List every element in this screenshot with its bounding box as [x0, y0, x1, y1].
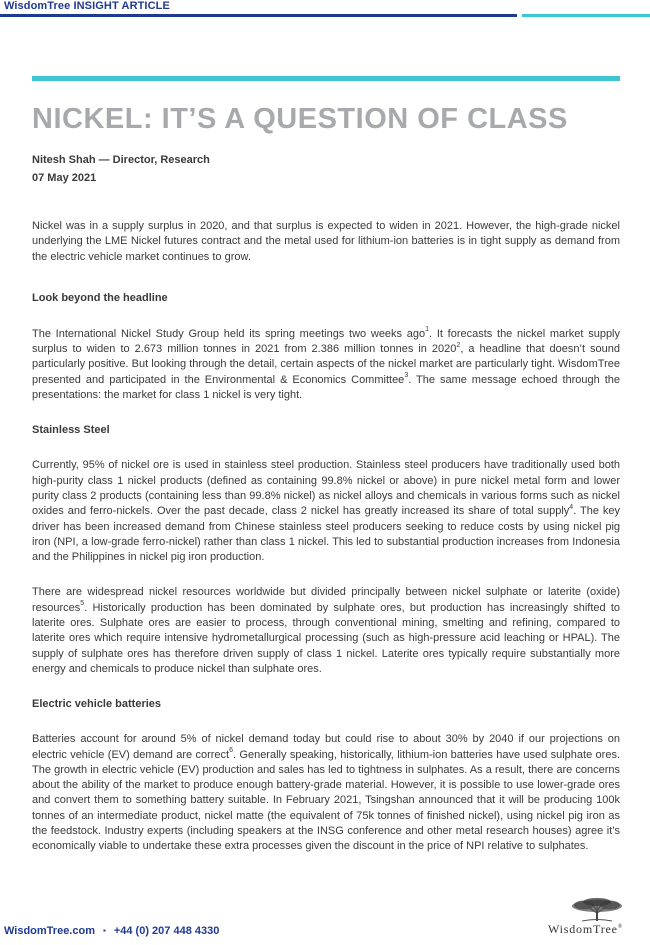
section-paragraph: Batteries account for around 5% of nickel demand today but could rise to about 30% by 2040 if our projections on electric vehicle (EV) demand are correct$^6$. Generally speaking, historically, lithium-ion batteries have used sulphate ores. The growth in electric vehicle (EV) production and sales has led to tightness in sulphates. As a result, there are concerns about the ability of the market to produce enough battery-grade material. However, it is possible to use lower-grade ores and convert them to something battery suitable. In February 2021, Tsingshan announced that it will be producing 100k tonnes of an intermediate product, nickel matte (the equivalent of 75k tonnes of finished nickel), using nickel pig iron as the feedstock. Industry experts (including speakers at the INSG conference and other metal research houses) agree it’s economically viable to undertake these extra processes given the discount in the price of NPI relative to sulphates.: [32, 733, 620, 853]
wisdomtree-logo: [548, 898, 646, 938]
section-heading-stainless: Stainless Steel: [32, 424, 110, 437]
footnote-ref[interactable]: 2: [456, 341, 461, 349]
section-paragraph: The International Nickel Study Group held its spring meetings two weeks ago$^1$. It forecasts the nickel market supply surplus to widen to 2.673 million tonnes in 2021 from 2.386 million tonnes in 2020$^2$, a headline that doesn’t sound particularly positive. But looking through the detail, certain aspects of the nickel market are particularly tight. WisdomTree presented and participated in the Environmental & Economics Committee$^3$. The same message echoed through the presentations: the market for class 1 nickel is very tight.: [32, 326, 621, 402]
logo-trademark: ®: [617, 924, 624, 930]
article-date: 07 May 2021: [32, 172, 97, 184]
header-brand-label: INSIGHT ARTICLE: [73, 0, 170, 12]
tree-icon: [570, 898, 624, 922]
header-brand-name: WisdomTree: [4, 0, 71, 12]
footer-website-link[interactable]: WisdomTree.com: [4, 925, 95, 937]
article-title: NICKEL: IT’S A QUESTION OF CLASS: [32, 103, 568, 135]
footer-phone: +44 (0) 207 448 4330: [113, 925, 220, 937]
section-paragraph: Currently, 95% of nickel ore is used in stainless steel production. Stainless steel producers have traditionally used both high-purity class 1 nickel products (defined as containing 99.8% nickel or above) in pure nickel metal form and lower purity class 2 products (containing less than 99.8% nickel) as nickel alloys and chemicals in various forms such as nickel oxides and ferro-nickels. Over the past decade, class 2 nickel has greatly increased its share of total supply$^4$. The key driver has been increased demand from Chinese stainless steel producers seeking to reduce costs by using nickel pig iron (NPI, a low-grade ferro-nickel) rather than class 1 nickel. This led to substantial production increases from Indonesia and the Philippines in nickel pig iron production.: [32, 459, 621, 564]
intro-paragraph: Nickel was in a supply surplus in 2020, and that surplus is expected to widen in 2021. However, the high-grade nickel underlying the LME Nickel futures contract and the metal used for lithium-ion batteries is in tight supply as demand from the electric vehicle market continues to grow.: [32, 220, 620, 263]
section-heading-ev: Electric vehicle batteries: [32, 698, 162, 711]
section-heading-headline: Look beyond the headline: [32, 291, 168, 304]
footnote-ref[interactable]: 1: [425, 326, 430, 334]
footnote-ref[interactable]: 5: [80, 600, 85, 608]
logo-text: WisdomTree: [548, 922, 618, 936]
header-brand: [4, 0, 170, 12]
article-author: Nitesh Shah — Director, Research: [32, 154, 210, 166]
footnote-ref[interactable]: 6: [229, 746, 233, 754]
header-rule-dark: [0, 14, 517, 17]
footer: [4, 925, 219, 937]
footnote-ref[interactable]: 4: [569, 503, 574, 511]
section-paragraph: There are widespread nickel resources worldwide but divided principally between nickel sulphate or laterite (oxide) resources$^5$. Historically production has been dominated by sulphate ores, but production has increasingly shifted to laterite ores. Sulphate ores are easier to process, through conventional mining, smelting and refining, compared to laterite ores which require intensive hydrometallurgical processing (such as high-pressure acid leaching or HPAL). The supply of sulphate ores has therefore driven supply of class 1 nickel. Laterite ores typically require substantially more energy and chemicals to produce nickel than sulphate ores.: [32, 586, 620, 675]
title-rule: [32, 76, 620, 81]
header-rule-light: [522, 14, 650, 17]
footer-separator: ▪: [102, 926, 106, 935]
footnote-ref[interactable]: 3: [404, 372, 409, 380]
article-body: [32, 219, 620, 855]
